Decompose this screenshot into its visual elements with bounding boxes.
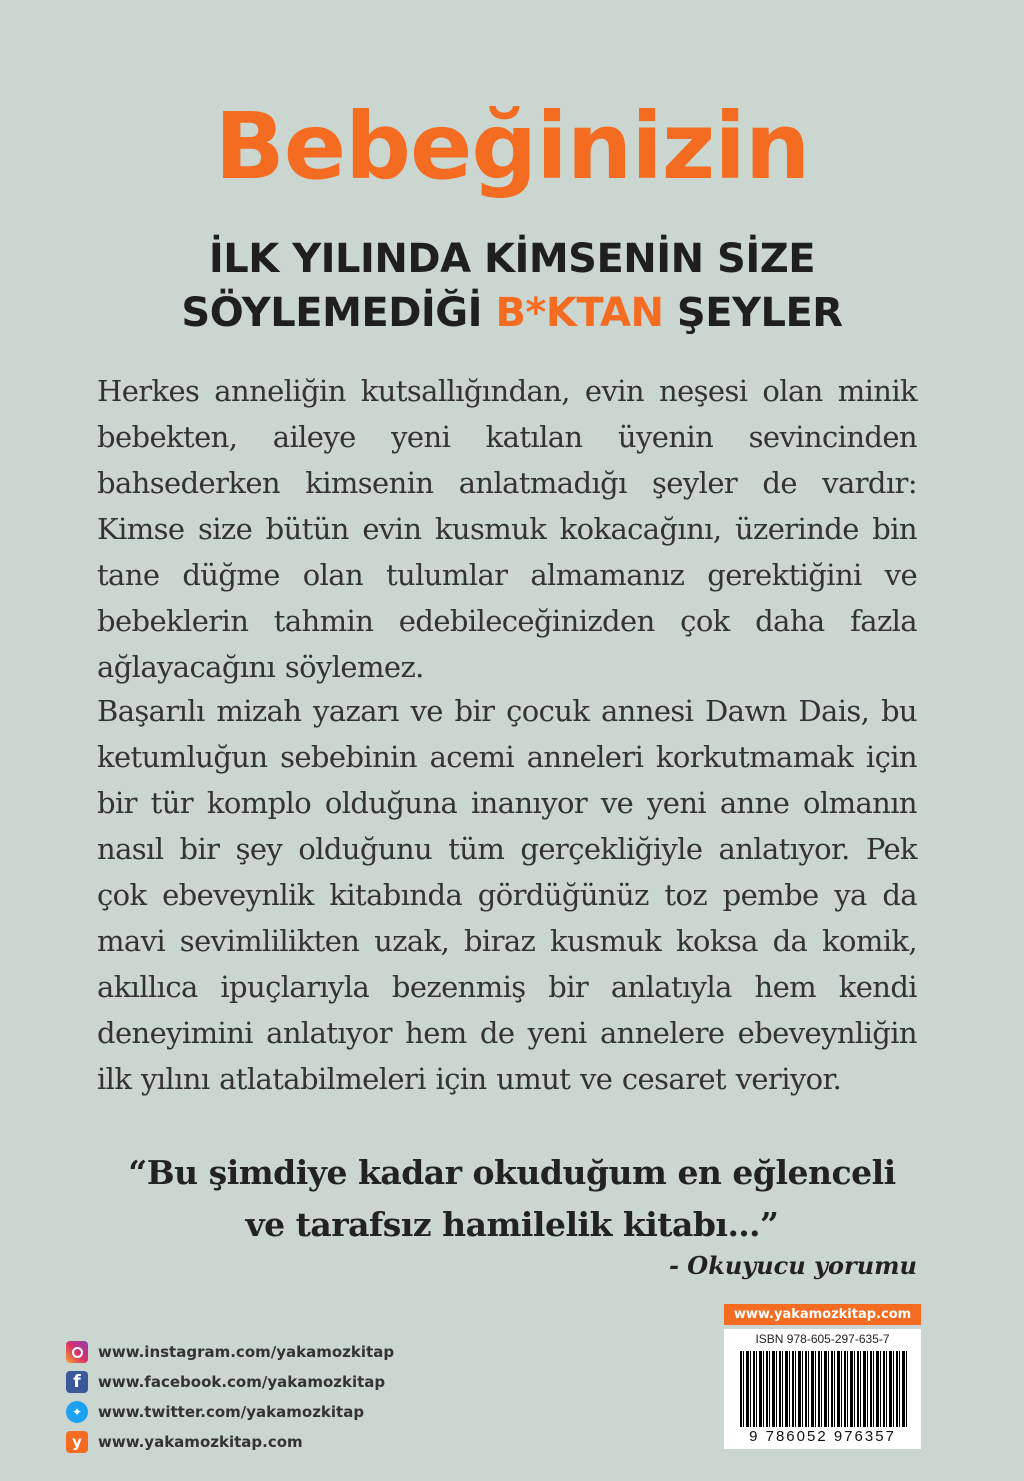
- quote-line-1: “Bu şimdiye kadar okuduğum en eğlenceli: [128, 1153, 896, 1192]
- twitter-icon: ✦: [66, 1401, 88, 1423]
- subtitle-line-2-start: SÖYLEMEDİĞİ: [181, 290, 496, 336]
- barcode: [740, 1351, 908, 1427]
- quote-line-2: ve tarafsız hamilelik kitabı…”: [245, 1205, 779, 1244]
- reader-quote: [112, 1147, 912, 1251]
- barcode-number: 9 786052 976357: [749, 1428, 896, 1445]
- subtitle-line-1: İLK YILINDA KİMSENİN SİZE: [208, 236, 816, 282]
- isbn-number: ISBN 978-605-297-635-7: [755, 1332, 890, 1346]
- quote-attribution: - Okuyucu yorumu: [668, 1251, 917, 1280]
- social-link-facebook[interactable]: [66, 1367, 394, 1397]
- social-link-twitter[interactable]: [66, 1397, 394, 1427]
- book-subtitle: [0, 232, 1024, 340]
- subtitle-line-2-end: ŞEYLER: [663, 290, 843, 336]
- description-paragraph-1: Herkes anneliğin kutsallığından, evin neşesi olan minik bebekten, aileye yeni katılan üyenin sevincinden bahsederken kimsenin anlatmadığı şeyler de vardır: Kimse size bütün evin kusmuk kokacağını, üzerinde bin tane düğme olan tulumlar almamanız gerektiğini ve bebeklerin tahmin edebileceğinizden çok daha fazla ağlayacağını söylemez.: [97, 374, 917, 684]
- social-link-label: www.yakamozkitap.com: [98, 1433, 303, 1451]
- description-paragraph-2: Başarılı mizah yazarı ve bir çocuk annesi Dawn Dais, bu ketumluğun sebebinin acemi anneleri korkutmamak için bir tür komplo olduğuna inanıyor ve yeni anne olmanın nasıl bir şey olduğunu tüm gerçekliğiyle anlatıyor. Pek çok ebeveynlik kitabında gördüğünüz toz pembe ya da mavi sevimlilikten uzak, biraz kusmuk koksa da komik, akıllıca ipuçlarıyla bezenmiş bir anlatıyla hem kendi deneyimini anlatıyor hem de yeni annelere ebeveynliğin ilk yılını atlatabilmeleri için umut ve cesaret veriyor.: [97, 694, 917, 1096]
- book-title: Bebeğinizin: [214, 93, 810, 200]
- social-links: [66, 1337, 394, 1457]
- social-link-label: www.instagram.com/yakamozkitap: [98, 1343, 395, 1361]
- publisher-url: www.yakamozkitap.com: [724, 1304, 921, 1325]
- social-link-instagram[interactable]: [66, 1337, 394, 1367]
- instagram-icon: [66, 1341, 88, 1363]
- isbn-block: [724, 1304, 921, 1449]
- social-link-label: www.twitter.com/yakamozkitap: [98, 1403, 365, 1421]
- barcode-box: [724, 1329, 921, 1449]
- social-link-website[interactable]: [66, 1427, 394, 1457]
- subtitle-accent-word: B*KTAN: [495, 290, 664, 336]
- facebook-icon: f: [66, 1371, 88, 1393]
- yakamoz-icon: y: [66, 1431, 88, 1453]
- social-link-label: www.facebook.com/yakamozkitap: [98, 1373, 386, 1391]
- subtitle-line-2: [0, 286, 1024, 340]
